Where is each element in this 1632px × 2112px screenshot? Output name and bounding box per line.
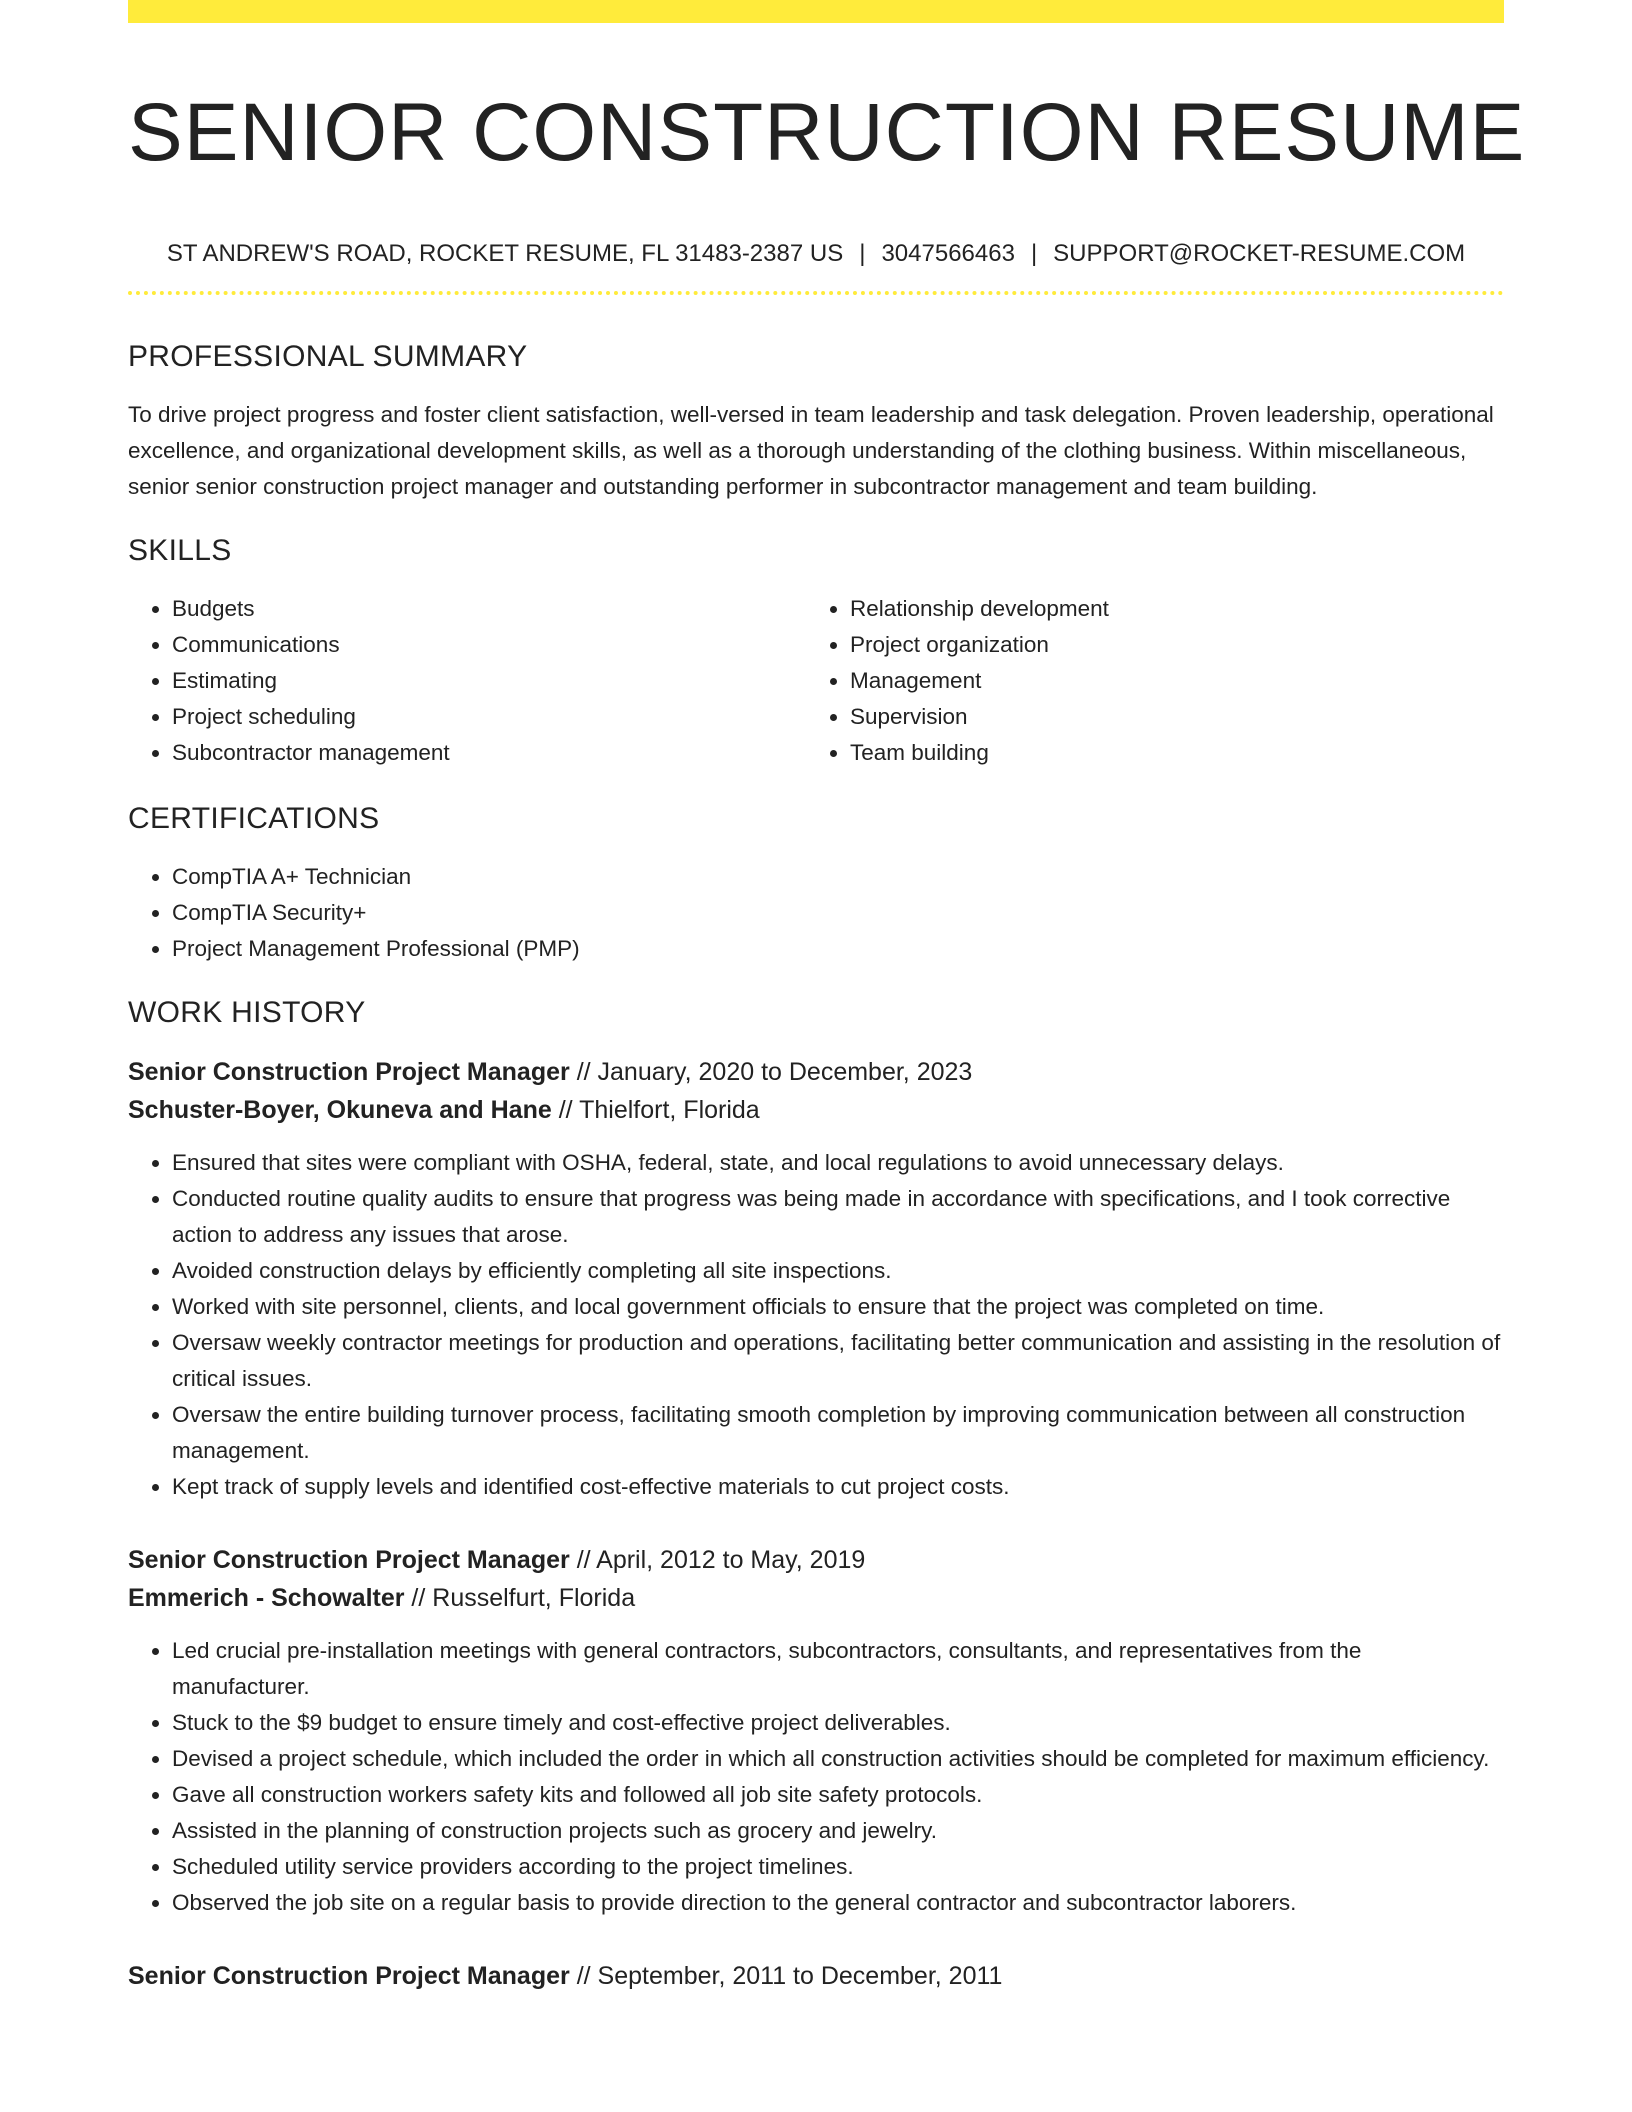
job-company-line xyxy=(128,1579,1504,1617)
job-bullet: • Devised a project schedule, which included the order in which all construction activities should be completed for maximum efficiency. xyxy=(172,1741,1504,1777)
contact-phone: 3047566463 xyxy=(881,240,1015,267)
job-role-line xyxy=(128,1541,1504,1579)
job-bullets xyxy=(128,1633,1504,1921)
work-history-heading: WORK HISTORY xyxy=(128,996,366,1029)
job-entry xyxy=(128,1957,1504,1995)
skill-item: • Communications xyxy=(172,627,806,663)
skills-heading: SKILLS xyxy=(128,534,232,567)
job-bullet: • Conducted routine quality audits to ensure that progress was being made in accordance with specifications, and I took corrective action to address any issues that arose. xyxy=(172,1181,1504,1253)
certification-item: • CompTIA A+ Technician xyxy=(172,859,1504,895)
contact-address: ST ANDREW'S ROAD, ROCKET RESUME, FL 31483-2387 US xyxy=(166,240,844,267)
contact-separator: | xyxy=(859,240,866,267)
job-bullet: • Observed the job site on a regular basis to provide direction to the general contractor and subcontractor laborers. xyxy=(172,1885,1504,1921)
job-role-line xyxy=(128,1053,1504,1091)
job-bullet: • Scheduled utility service providers according to the project timelines. xyxy=(172,1849,1504,1885)
job-entry xyxy=(128,1053,1504,1505)
job-dates: // September, 2011 to December, 2011 xyxy=(569,1962,1003,1990)
skill-item: • Relationship development xyxy=(850,591,1484,627)
skill-item: • Management xyxy=(850,663,1484,699)
job-bullet: • Worked with site personnel, clients, and local government officials to ensure that the project was completed on time. xyxy=(172,1289,1504,1325)
job-bullets xyxy=(128,1145,1504,1505)
job-role-line xyxy=(128,1957,1504,1995)
summary-heading: PROFESSIONAL SUMMARY xyxy=(128,340,528,373)
certification-item: • CompTIA Security+ xyxy=(172,895,1504,931)
job-dates: // January, 2020 to December, 2023 xyxy=(569,1058,973,1086)
job-entry xyxy=(128,1541,1504,1921)
job-role: Senior Construction Project Manager xyxy=(128,1962,570,1990)
skill-item: • Budgets xyxy=(172,591,806,627)
job-dates: // April, 2012 to May, 2019 xyxy=(569,1546,866,1574)
job-bullet: • Avoided construction delays by efficiently completing all site inspections. xyxy=(172,1253,1504,1289)
resume-title: SENIOR CONSTRUCTION RESUME xyxy=(128,87,1526,178)
job-location: // Thielfort, Florida xyxy=(551,1096,760,1124)
skills-column-right xyxy=(806,591,1484,771)
job-company: Schuster-Boyer, Okuneva and Hane xyxy=(128,1096,552,1124)
dotted-divider xyxy=(128,291,1504,295)
contact-line xyxy=(128,239,1504,269)
skill-item: • Supervision xyxy=(850,699,1484,735)
skill-item: • Project organization xyxy=(850,627,1484,663)
job-bullet: • Led crucial pre-installation meetings with general contractors, subcontractors, consultants, and representatives from the manufacturer. xyxy=(172,1633,1504,1705)
contact-email[interactable]: SUPPORT@ROCKET-RESUME.COM xyxy=(1053,240,1466,267)
job-role: Senior Construction Project Manager xyxy=(128,1058,570,1086)
job-bullet: • Stuck to the $9 budget to ensure timely and cost-effective project deliverables. xyxy=(172,1705,1504,1741)
job-company: Emmerich - Schowalter xyxy=(128,1584,405,1612)
skill-item: • Team building xyxy=(850,735,1484,771)
accent-top-bar xyxy=(128,0,1504,23)
certifications-list xyxy=(128,859,1504,967)
job-bullet: • Kept track of supply levels and identified cost-effective materials to cut project costs. xyxy=(172,1469,1504,1505)
job-bullet: • Oversaw weekly contractor meetings for production and operations, facilitating better communication and assisting in the resolution of critical issues. xyxy=(172,1325,1504,1397)
skill-item: • Subcontractor management xyxy=(172,735,806,771)
skills-list xyxy=(128,591,1504,771)
job-bullet: • Gave all construction workers safety kits and followed all job site safety protocols. xyxy=(172,1777,1504,1813)
job-company-line xyxy=(128,1091,1504,1129)
certification-item: • Project Management Professional (PMP) xyxy=(172,931,1504,967)
skill-item: • Project scheduling xyxy=(172,699,806,735)
job-bullet: • Oversaw the entire building turnover process, facilitating smooth completion by improving communication between all construction management. xyxy=(172,1397,1504,1469)
job-bullet: • Assisted in the planning of construction projects such as grocery and jewelry. xyxy=(172,1813,1504,1849)
skills-column-left xyxy=(128,591,806,771)
certifications-heading: CERTIFICATIONS xyxy=(128,802,380,835)
contact-separator: | xyxy=(1030,240,1038,267)
resume-page xyxy=(128,0,1526,1995)
job-role: Senior Construction Project Manager xyxy=(128,1546,570,1574)
skill-item: • Estimating xyxy=(172,663,806,699)
job-location: // Russelfurt, Florida xyxy=(404,1584,636,1612)
summary-text: To drive project progress and foster client satisfaction, well-versed in team leadership and task delegation. Proven leadership, operational excellence, and organizational development skills, as well as a thorough understanding of the clothing business. Within miscellaneous, senior senior construction project manager and outstanding performer in subcontractor management and team building. xyxy=(128,402,1494,499)
job-bullet: • Ensured that sites were compliant with OSHA, federal, state, and local regulations to avoid unnecessary delays. xyxy=(172,1145,1504,1181)
